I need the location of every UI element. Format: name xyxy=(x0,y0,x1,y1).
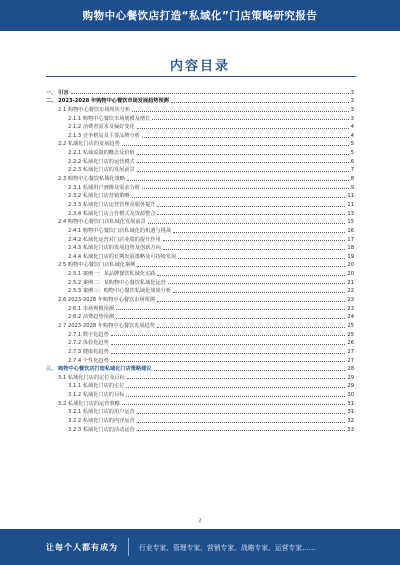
toc-entry-title: 2.3 购物中心餐饮私域化策略 xyxy=(58,176,125,183)
toc-leader-dots xyxy=(132,197,346,198)
toc-leader-dots xyxy=(116,318,345,319)
toc-entry[interactable] xyxy=(46,234,354,243)
toc-entry-page: 13 xyxy=(347,210,354,217)
toc-leader-dots xyxy=(127,378,345,379)
toc-entry[interactable] xyxy=(46,217,354,226)
toc-entry-title: 3.1.2 私域化门店的目标 xyxy=(68,392,125,399)
toc-leader-dots xyxy=(116,309,345,310)
toc-entry-page: 29 xyxy=(347,374,354,381)
toc-leader-dots xyxy=(111,335,346,336)
toc-entry[interactable] xyxy=(46,225,354,234)
toc-leader-dots xyxy=(122,145,349,146)
toc-entry-title: 3.1 私域化门店的定位及目标 xyxy=(58,374,125,381)
toc-entry-page: 20 xyxy=(347,262,354,269)
toc-entry-title: 3.1.1 私域化门店的定位 xyxy=(68,383,125,390)
toc-divider xyxy=(46,76,356,77)
toc-leader-dots xyxy=(157,327,346,328)
toc-leader-dots xyxy=(142,188,349,189)
toc-entry-page: 11 xyxy=(347,201,354,208)
toc-entry[interactable] xyxy=(46,364,354,373)
toc-entry[interactable] xyxy=(46,87,354,96)
toc-entry-page: 3 xyxy=(350,115,354,122)
toc-entry[interactable] xyxy=(46,139,354,148)
toc-entry-page: 17 xyxy=(347,236,354,243)
toc-entry-page: 4 xyxy=(350,132,354,139)
toc-entry-page: 25 xyxy=(347,322,354,329)
toc-leader-dots xyxy=(122,404,346,405)
toc-leader-dots xyxy=(111,361,346,362)
toc-leader-dots xyxy=(152,119,348,120)
toc-entry[interactable] xyxy=(46,346,354,355)
toc-leader-dots xyxy=(171,102,349,103)
toc-entry-page: 3 xyxy=(350,98,354,105)
toc-entry-title: 2.1.2 消费者需求及偏好变化 xyxy=(68,124,135,131)
toc-entry[interactable] xyxy=(46,113,354,122)
toc-entry-title: 2.1.1 购物中心餐饮市场规模及增长 xyxy=(68,115,151,122)
toc-entry-title: 2.7.2 体验化趋势 xyxy=(68,340,109,347)
toc-entry-page: 15 xyxy=(347,219,354,226)
toc-entry[interactable] xyxy=(46,122,354,131)
toc-leader-dots xyxy=(111,353,346,354)
toc-entry-title: 3.2.3 私域化门店的活动运营 xyxy=(68,426,135,433)
toc-entry-title: 三、 购物中心餐饮店打造私域化门店策略建议 xyxy=(46,366,152,373)
toc-entry-title: 2.7.3 健康化趋势 xyxy=(68,348,109,355)
toc-entry[interactable] xyxy=(46,104,354,113)
toc-entry-title: 2.5.3 案例三：购物中心餐饮私域化效果分析 xyxy=(68,288,172,295)
toc-entry[interactable] xyxy=(46,424,354,433)
toc-entry-title: 2.6.1 市场规模预测 xyxy=(68,305,114,312)
toc-entry-page: 29 xyxy=(347,383,354,390)
toc-entry-page: 19 xyxy=(347,253,354,260)
toc-leader-dots xyxy=(137,171,349,172)
toc-entry-title: 2.5.2 案例二：某购物中心餐饮私域化运营 xyxy=(68,279,166,286)
toc-entry-page: 3 xyxy=(350,89,354,96)
toc-entry[interactable] xyxy=(46,320,354,329)
toc-leader-dots xyxy=(163,240,346,241)
toc-entry[interactable] xyxy=(46,243,354,252)
toc-entry-page: 27 xyxy=(347,348,354,355)
toc-leader-dots xyxy=(163,249,346,250)
toc-entry[interactable] xyxy=(46,260,354,269)
toc-entry-page: 8 xyxy=(350,176,354,183)
toc-leader-dots xyxy=(111,344,346,345)
toc-entry-page: 26 xyxy=(347,340,354,347)
toc-leader-dots xyxy=(71,93,349,94)
toc-leader-dots xyxy=(178,258,345,259)
toc-entry-title: 2.3.1 私域用户画像及需求分析 xyxy=(68,184,140,191)
toc-entry[interactable] xyxy=(46,199,354,208)
toc-leader-dots xyxy=(137,154,349,155)
toc-entry[interactable] xyxy=(46,294,354,303)
toc-entry-page: 25 xyxy=(347,331,354,338)
toc-entry[interactable] xyxy=(46,355,354,364)
toc-entry-title: 2.3.2 私域化门店营销策略 xyxy=(68,193,130,200)
toc-entry-page: 9 xyxy=(350,184,354,191)
toc-entry-page: 21 xyxy=(347,279,354,286)
toc-entry-title: 2.4.3 私域化门店的发展趋势及创新方向 xyxy=(68,245,161,252)
report-header xyxy=(0,0,400,31)
toc-leader-dots xyxy=(126,396,345,397)
toc-leader-dots xyxy=(173,232,345,233)
toc-entry[interactable] xyxy=(46,165,354,174)
toc-entry-title: 2.7.4 个性化趋势 xyxy=(68,357,109,364)
toc-entry-title: 2.6.2 消费趋势预测 xyxy=(68,314,114,321)
toc-entry-title: 2.2.1 私域流量的概念及价值 xyxy=(68,150,135,157)
toc-entry[interactable] xyxy=(46,268,354,277)
toc-entry-page: 18 xyxy=(347,245,354,252)
toc-entry[interactable] xyxy=(46,130,354,139)
toc-leader-dots xyxy=(157,206,345,207)
toc-entry-title: 一、 引言 xyxy=(46,89,69,96)
toc-entry-page: 5 xyxy=(350,141,354,148)
toc-leader-dots xyxy=(137,430,346,431)
toc-entry-page: 23 xyxy=(347,297,354,304)
toc-entry[interactable] xyxy=(46,96,354,105)
toc-entry-page: 3 xyxy=(350,106,354,113)
toc-entry-title: 2.2.2 私域化门店的运营模式 xyxy=(68,158,135,165)
toc-entry[interactable] xyxy=(46,251,354,260)
toc-entry-title: 2.1.3 竞争格局及主要品牌分析 xyxy=(68,132,140,139)
toc-entry-title: 2.7.1 数字化趋势 xyxy=(68,331,109,338)
toc-entry[interactable] xyxy=(46,156,354,165)
toc-entry-page: 7 xyxy=(350,167,354,174)
toc-entry-title: 2.1 购物中心餐饮市场现状分析 xyxy=(58,106,131,113)
toc-leader-dots xyxy=(137,422,346,423)
toc-entry-title: 二、 2023-2028 年购物中心餐饮市场发展趋势预测 xyxy=(46,98,169,105)
toc-leader-dots xyxy=(173,292,345,293)
toc-leader-dots xyxy=(168,283,346,284)
toc-entry[interactable] xyxy=(46,407,354,416)
toc-entry-page: 5 xyxy=(350,150,354,157)
toc-leader-dots xyxy=(157,214,345,215)
toc-leader-dots xyxy=(148,223,346,224)
toc-entry-page: 22 xyxy=(347,288,354,295)
footer-slogan: 让每个人都有成为 xyxy=(46,542,118,552)
toc-leader-dots xyxy=(132,111,349,112)
toc-entry-page: 31 xyxy=(347,400,354,407)
toc-entry[interactable] xyxy=(46,372,354,381)
toc-entry-title: 3.2 私域化门店的运营策略 xyxy=(58,400,120,407)
toc-leader-dots xyxy=(137,162,349,163)
toc-entry-title: 2.2 私域化门店的发展趋势 xyxy=(58,141,120,148)
toc-entry-title: 2.7 2023-2028 年购物中心餐饮发展趋势 xyxy=(58,322,155,329)
toc-entry-page: 27 xyxy=(347,357,354,364)
toc-leader-dots xyxy=(126,387,345,388)
toc-entry[interactable] xyxy=(46,286,354,295)
toc-entry[interactable] xyxy=(46,182,354,191)
toc-entry-page: 4 xyxy=(350,124,354,131)
report-title: 购物中心餐饮店打造“私域化”门店策略研究报告 xyxy=(82,10,318,22)
table-of-contents xyxy=(46,87,354,433)
toc-leader-dots xyxy=(154,370,346,371)
toc-entry[interactable] xyxy=(46,191,354,200)
toc-entry[interactable] xyxy=(46,381,354,390)
toc-leader-dots xyxy=(157,275,345,276)
toc-entry[interactable] xyxy=(46,338,354,347)
toc-entry[interactable] xyxy=(46,398,354,407)
toc-entry-page: 28 xyxy=(347,366,354,373)
toc-entry-title: 3.2.1 私域化门店的用户运营 xyxy=(68,409,135,416)
toc-entry-page: 16 xyxy=(347,227,354,234)
toc-entry-page: 11 xyxy=(347,193,354,200)
toc-entry-title: 2.4.2 私域化运营对门店业绩的提升作用 xyxy=(68,236,161,243)
toc-entry-page: 33 xyxy=(347,426,354,433)
toc-entry-page: 6 xyxy=(350,158,354,165)
footer-divider xyxy=(128,538,129,556)
toc-leader-dots xyxy=(142,137,349,138)
toc-entry-title: 2.3.4 私域化门店合作模式及资源整合 xyxy=(68,210,156,217)
toc-entry[interactable] xyxy=(46,277,354,286)
toc-entry-page: 20 xyxy=(347,271,354,278)
toc-entry[interactable] xyxy=(46,329,354,338)
toc-leader-dots xyxy=(137,266,345,267)
toc-entry-page: 24 xyxy=(347,314,354,321)
toc-entry-title: 2.5.1 案例一：某品牌餐饮私域化实践 xyxy=(68,271,156,278)
toc-entry-title: 2.3.3 私域化门店运营管理及服务提升 xyxy=(68,201,156,208)
toc-entry-title: 2.4 购物中心餐饮门店私域化发展前景 xyxy=(58,219,146,226)
toc-entry[interactable] xyxy=(46,173,354,182)
toc-entry[interactable] xyxy=(46,415,354,424)
toc-entry-title: 2.4.4 私域化门店的长期发展策略及可持续发展 xyxy=(68,253,177,260)
footer-bar xyxy=(0,529,400,565)
toc-entry-title: 2.4.1 购物中心餐饮门店私域化的机遇与挑战 xyxy=(68,227,172,234)
toc-entry[interactable] xyxy=(46,208,354,217)
toc-entry[interactable] xyxy=(46,303,354,312)
toc-leader-dots xyxy=(157,301,346,302)
toc-entry-title: 2.2.3 私域化门店的发展前景 xyxy=(68,167,135,174)
toc-leader-dots xyxy=(127,180,349,181)
toc-entry-title: 2.6 2023-2028 年购物中心餐饮市场预测 xyxy=(58,297,155,304)
page-number: 2 xyxy=(198,518,202,524)
toc-entry[interactable] xyxy=(46,147,354,156)
toc-leader-dots xyxy=(137,128,349,129)
toc-entry[interactable] xyxy=(46,312,354,321)
toc-entry-page: 32 xyxy=(347,417,354,424)
footer-tagline: 行业专家、管理专家、营销专家、战略专家、运营专家…… xyxy=(139,544,316,552)
toc-leader-dots xyxy=(137,413,346,414)
toc-entry-page: 31 xyxy=(347,409,354,416)
toc-entry[interactable] xyxy=(46,389,354,398)
toc-entry-page: 30 xyxy=(347,392,354,399)
toc-entry-title: 3.2.2 私域化门店的内容运营 xyxy=(68,417,135,424)
toc-title: 内容目录 xyxy=(169,59,230,74)
toc-entry-title: 2.5 购物中心餐饮门店私域化案例 xyxy=(58,262,136,269)
toc-entry-page: 23 xyxy=(347,305,354,312)
